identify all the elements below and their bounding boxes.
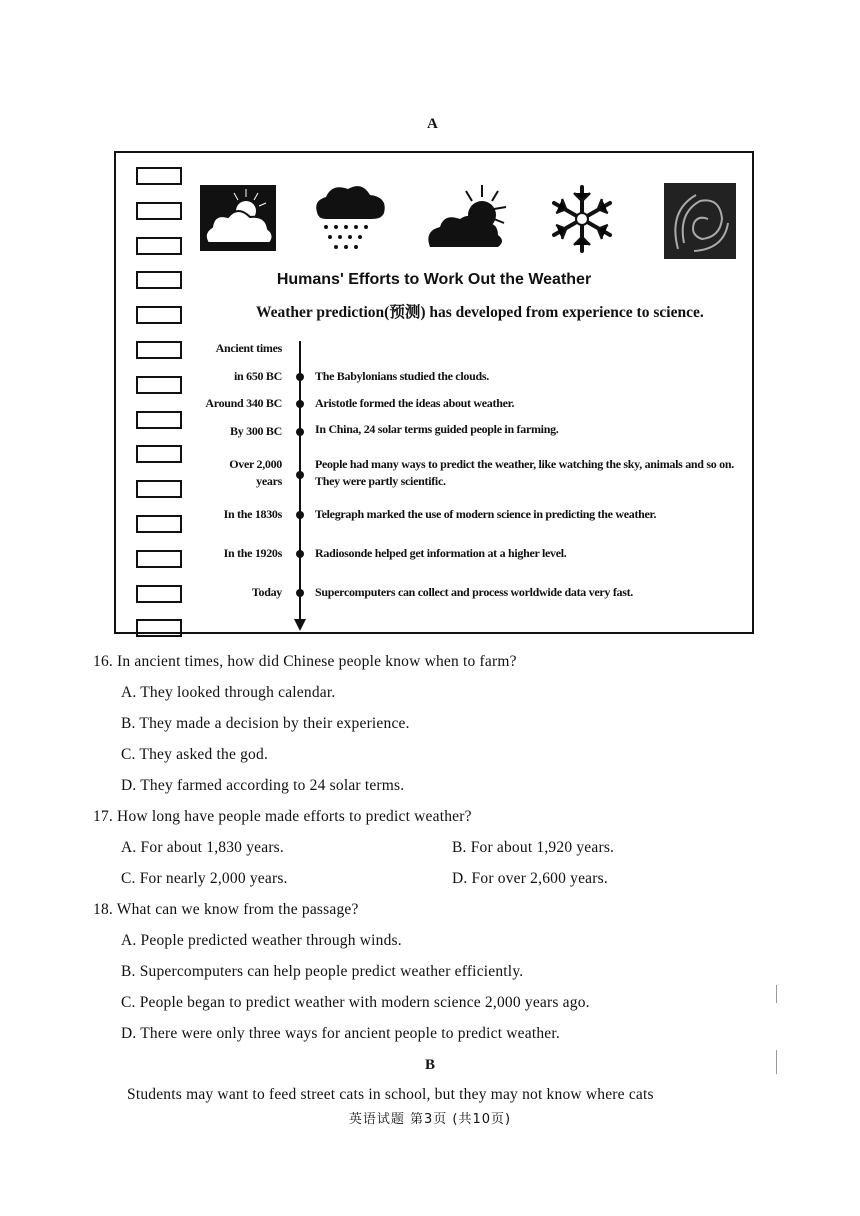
question-16-option-a[interactable]: A. They looked through calendar. [121, 684, 336, 701]
timeline-dot [296, 373, 304, 381]
timeline-event: People had many ways to predict the weather, like watching the sky, animals and so on. They were partly scientific. [315, 457, 734, 488]
question-18-option-d[interactable]: D. There were only three ways for ancient people to predict weather. [121, 1025, 560, 1042]
question-16-stem: 16. In ancient times, how did Chinese people know when to farm? [93, 653, 517, 670]
infographic-title: Humans' Efforts to Work Out the Weather [276, 271, 592, 288]
timeline-time: Ancient times [215, 341, 282, 355]
question-16-option-c[interactable]: C. They asked the god. [121, 746, 269, 763]
timeline-time: Around 340 BC [205, 396, 282, 410]
passage-b-text: Students may want to feed street cats in school, but they may not know where cats [127, 1086, 654, 1103]
timeline-event: Telegraph marked the use of modern science in predicting the weather. [315, 507, 657, 521]
swirl-photo-icon [664, 183, 736, 259]
rain-cloud-icon [312, 183, 388, 255]
timeline-axis [299, 341, 301, 621]
film-strip-frames [136, 167, 184, 654]
timeline-dot [296, 589, 304, 597]
question-17-option-d[interactable]: D. For over 2,600 years. [452, 870, 608, 887]
question-18-stem: 18. What can we know from the passage? [93, 901, 359, 918]
page-footer: 英语试题 第3页 (共10页) [348, 1112, 512, 1127]
timeline-time: Today [251, 585, 282, 599]
timeline-time: In the 1830s [223, 507, 282, 521]
section-b-label: B [425, 1057, 436, 1073]
question-17-stem: 17. How long have people made efforts to predict weather? [93, 808, 472, 825]
timeline-event: In China, 24 solar terms guided people in farming. [315, 422, 559, 436]
weather-icons-row [198, 183, 738, 263]
cloud-sun-icon [198, 183, 278, 253]
question-17-option-b[interactable]: B. For about 1,920 years. [452, 839, 615, 856]
question-17-option-a[interactable]: A. For about 1,830 years. [121, 839, 284, 856]
scan-mark [776, 1050, 777, 1074]
scan-mark [776, 985, 777, 1003]
timeline-time: Over 2,000 years [229, 457, 282, 488]
timeline-dot [296, 511, 304, 519]
timeline-event: Aristotle formed the ideas about weather. [315, 396, 515, 410]
timeline-event: Supercomputers can collect and process worldwide data very fast. [315, 585, 633, 599]
infographic-subtitle: Weather prediction(预测) has developed from experience to science. [256, 304, 704, 321]
timeline-event: Radiosonde helped get information at a higher level. [315, 546, 567, 560]
timeline-dot [296, 428, 304, 436]
timeline-time: By 300 BC [230, 424, 282, 438]
sun-behind-cloud-icon [426, 183, 510, 253]
timeline-event: The Babylonians studied the clouds. [315, 369, 489, 383]
timeline-arrow-icon [294, 619, 306, 631]
timeline-dot [296, 471, 304, 479]
question-16-option-d[interactable]: D. They farmed according to 24 solar terms. [121, 777, 405, 794]
question-18-option-a[interactable]: A. People predicted weather through winds. [121, 932, 402, 949]
timeline-time: in 650 BC [234, 369, 282, 383]
timeline-time: In the 1920s [223, 546, 282, 560]
snowflake-icon [544, 183, 620, 255]
question-16-option-b[interactable]: B. They made a decision by their experience. [121, 715, 410, 732]
question-17-option-c[interactable]: C. For nearly 2,000 years. [121, 870, 288, 887]
infographic-box [114, 151, 754, 634]
timeline-dot [296, 550, 304, 558]
question-18-option-b[interactable]: B. Supercomputers can help people predict weather efficiently. [121, 963, 524, 980]
question-18-option-c[interactable]: C. People began to predict weather with modern science 2,000 years ago. [121, 994, 590, 1011]
timeline-dot [296, 400, 304, 408]
section-a-label: A [427, 116, 438, 132]
